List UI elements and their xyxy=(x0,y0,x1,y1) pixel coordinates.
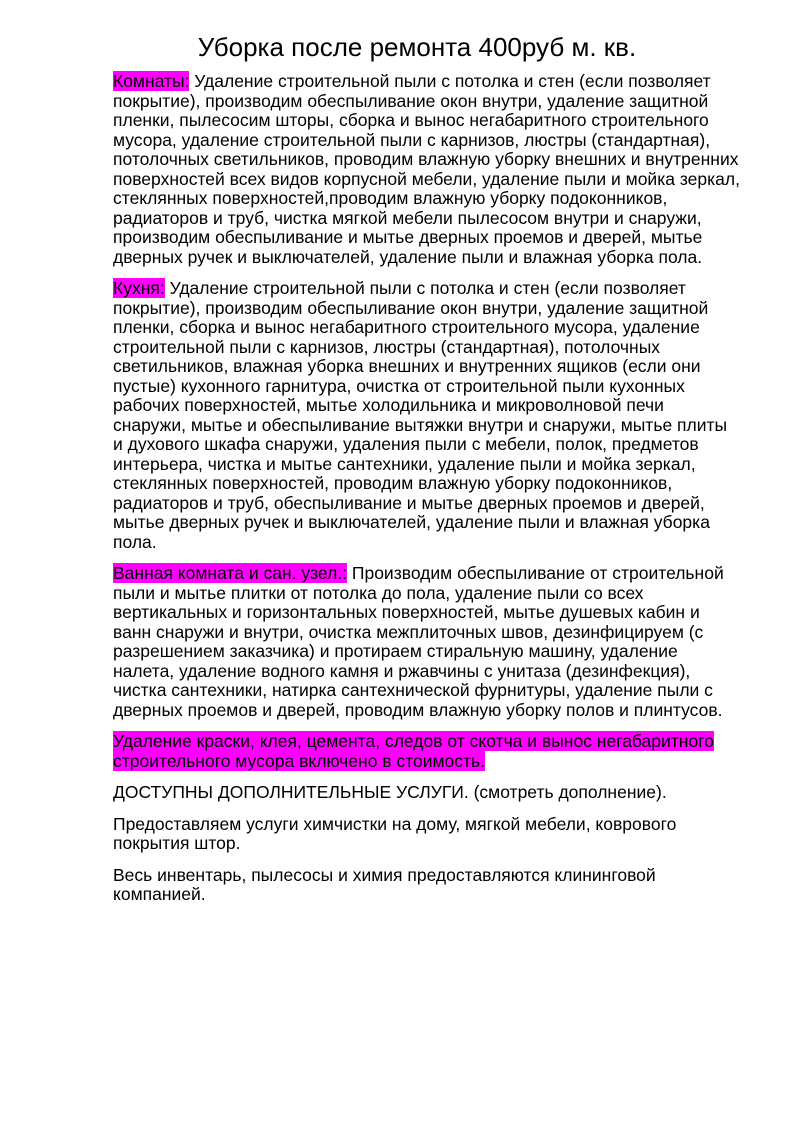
kitchen-text: Удаление строительной пыли с потолка и стен (если позволяет покрытие), производим обеспыливание окон внутри, удаление защитной пленки, сборка и вынос негабаритного строительного мусора, удаление строительной пыли с карнизов, люстры (стандартная), потолочных светильников, влажная уборка внешних и внутренних ящиков (если они пустые) кухонного гарнитура, очистка от строительной пыли кухонных рабочих поверхностей, мытье холодильника и микроволновой печи снаружи, мытье и обеспыливание вытяжки внутри и снаружи, мытье плиты и духового шкафа снаружи, удаления пыли с мебели, полок, предметов интерьера, чистка и мытье сантехники, удаление пыли и мойка зеркал, стеклянных поверхностей, проводим влажную уборку подоконников, радиаторов и труб, обеспыливание и мытье дверных проемов и дверей, мытье дверных ручек и выключателей, удаление пыли и влажная уборка пола. xyxy=(113,278,728,552)
dry-cleaning-note: Предоставляем услуги химчистки на дому, мягкой мебели, коврового покрытия штор. xyxy=(113,813,677,853)
page-title: Уборка после ремонта 400руб м. кв. xyxy=(197,32,637,62)
document-page xyxy=(113,28,741,917)
extra-services-note: ДОСТУПНЫ ДОПОЛНИТЕЛЬНЫЕ УСЛУГИ. (смотреть дополнение). xyxy=(113,782,667,802)
rooms-text: Удаление строительной пыли с потолка и стен (если позволяет покрытие), производим обеспыливание окон внутри, удаление защитной пленки, пылесосим шторы, сборка и вынос негабаритного строительного мусора, удаление строительной пыли с карнизов, люстры (стандартная), потолочных светильников, проводим влажную уборку внешних и внутренних поверхностей всех видов корпусной мебели, удаление пыли и мойка зеркал, стеклянных поверхностей,проводим влажную уборку подоконников, радиаторов и труб, чистка мягкой мебели пылесосом внутри и снаружи, производим обеспыливание и мытье дверных проемов и дверей, мытье дверных ручек и выключателей, удаление пыли и влажная уборка пола. xyxy=(113,71,740,267)
bathroom-text: Производим обеспыливание от строительной пыли и мытье плитки от потолка до пола, удаление пыли со всех вертикальных и горизонтальных поверхностей, мытье душевых кабин и ванн снаружи и внутри, очистка межплиточных швов, дезинфицируем (с разрешением заказчика) и протираем стиральную машину, удаление налета, удаление водного камня и ржавчины с унитаза (дезинфекция), чистка сантехники, натирка сантехнической фурнитуры, удаление пыли с дверных проемов и дверей, проводим влажную уборку полов и плинтусов. xyxy=(113,563,724,720)
equipment-note: Весь инвентарь, пылесосы и химия предоставляются клининговой компанией. xyxy=(113,864,656,904)
rooms-paragraph xyxy=(113,72,741,267)
included-note: Удаление краски, клея, цемента, следов от скотча и вынос негабаритного строительного мусора включено в стоимость. xyxy=(113,731,714,771)
kitchen-paragraph xyxy=(113,279,741,552)
kitchen-label: Кухня: xyxy=(113,278,165,298)
rooms-label: Комнаты: xyxy=(113,71,190,91)
bathroom-paragraph xyxy=(113,564,741,720)
included-note-paragraph xyxy=(113,732,741,771)
bathroom-label: Ванная комната и сан. узел.: xyxy=(113,563,348,583)
